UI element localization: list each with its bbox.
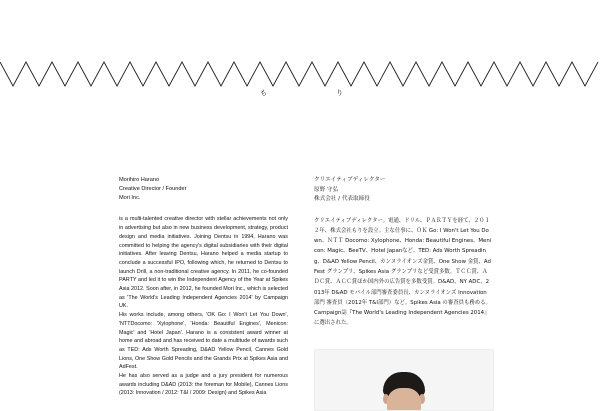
person-title: Creative Director / Founder [119,185,187,192]
person-name-jp: クリエイティブディレクター [314,177,386,183]
bio-paragraph-jp: クリエイティブディレクター。電通、ドリル、ＰＡＲＴＹを経て、２０１２年、株式会社もりを設立。主な仕事に、ＯＫ Go: I Won't Let You Down、ＮＴＴ Docomo: Xylophone、Honda: Beautiful Engines、Menicon: Magic、BeeTV、Hotel Japanなど。TED: Ads Worth Spreading、D&AD Yellow Pencil、カンヌライオンズ金賞、One Show 金賞、AdFest グランプリ、Spikes Asia グランプリなど受賞多数。ＴＣＣ賞、ＡＤＣ賞、ＡＣＣ賞ほか国内外の広告賞を多数受賞。D&AD、NY ADC、2013年 D&AD モバイル部門審査委員長、カンヌライオンズ Innovation部門 審査員（2012年 T&I部門）など。Spikes Asia の審査員も務める。Campaign誌『The World's Leading Independent Agencies 2014』に選出された。 [314,217,492,327]
logo-mark-right: り [336,90,343,97]
english-profile-column [119,176,288,398]
logo-mark-left: も [260,90,267,97]
portrait-photo [314,349,494,411]
bio-paragraph-2: His works include, among others, 'OK Go: I Won't Let You Down', 'NTTDocomo: 'Xylophone', 'Honda: Beautiful Engines', Menicon: Magic' and 'Hotel Japan'. Harano is a consistent award winner at home and abroad and has received to date a multitude of awards such as TED: Ads Worth Spreading, D&AD Yellow Pencil, Cannes Gold Lions, One Show Gold Pencils and the Grands Prix at Spikes Asia and AdFest. [119,312,288,371]
bio-paragraph-1: is a multi-talented creative director with stellar achievements not only in advertising but also in new business development, strategy, product design and media initiatives. Joining Dentsu in 1994, Harano was committed to helping the agency's digital subsidiaries with their digital initiatives. After leaving Dentsu, Harano helped a media startup to conclude a successful IPO, following which, he returned to Dentsu to launch Drill, a non-traditional creative agency. In 2011, he co-founded PARTY and led it to win the Independent Agency of the Year at Spikes Asia 2012. Soon after, in 2012, he founded Mori Inc., which is selected as 'The World's Leading Independent Agencies 2014' by Campaign UK. [119,216,288,310]
person-title-jp: 原野 守弘 [314,186,339,193]
bio-paragraph-3: He has also served as a judge and a jury president for numerous awards including D&AD (2013: the foreman for Mobile), Cannes Lions (2013: Innovation / 2012: T&I / 2009: Design) and Spikes Asia [119,373,288,397]
company-name: Mori Inc. [119,194,141,201]
company-name-jp: 株式会社 / 代表取締役 [314,196,370,202]
japanese-name-block [314,176,492,205]
person-name: Morihiro Harano [119,177,160,183]
zigzag-border [0,58,600,92]
english-name-block [119,176,288,202]
japanese-profile-column [314,176,492,329]
